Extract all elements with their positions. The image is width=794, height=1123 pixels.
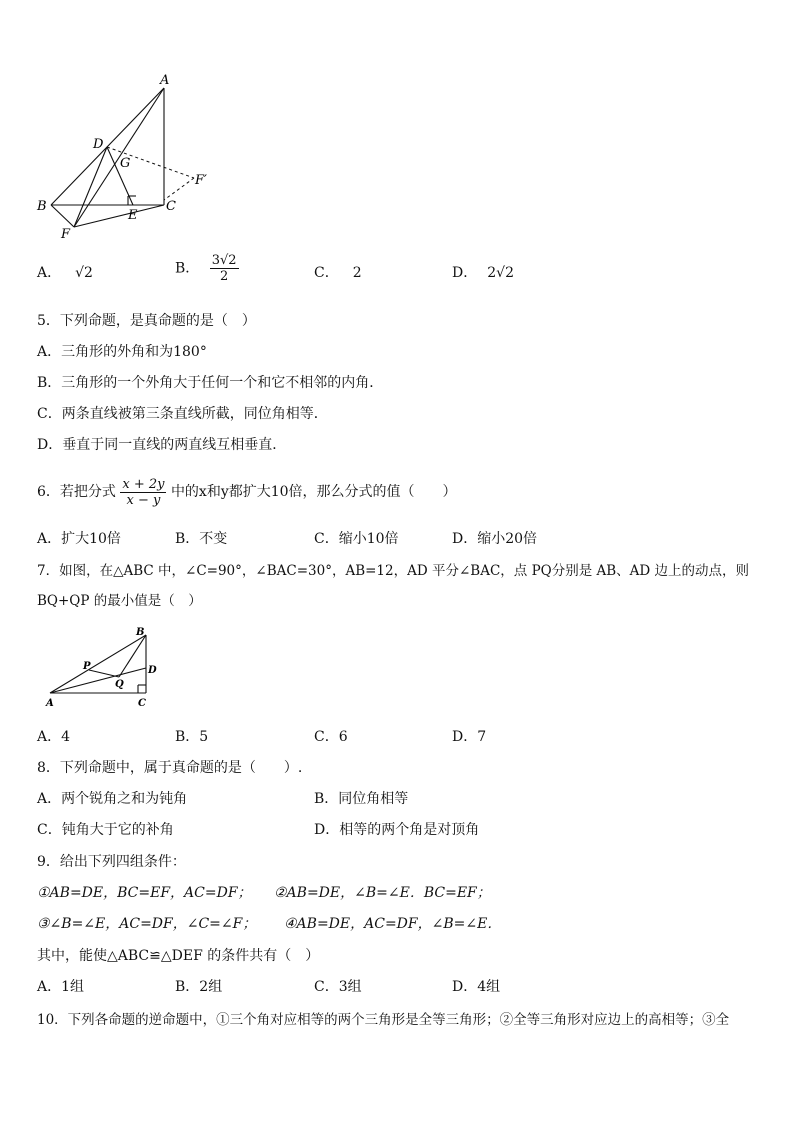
label-f: F bbox=[61, 227, 71, 242]
q8-option-a[interactable]: A．两个锐角之和为钝角 bbox=[37, 791, 188, 807]
q4-option-a[interactable]: A． √2 bbox=[37, 265, 93, 281]
q6-option-c[interactable]: C．缩小10倍 bbox=[314, 531, 399, 547]
q4-option-b[interactable]: B． $\frac{3√2}{2}$ bbox=[175, 253, 237, 284]
q7-stem-line2: BQ+QP 的最小值是（ ） bbox=[37, 593, 202, 609]
q4-option-c[interactable]: C． 2 bbox=[314, 265, 362, 281]
q7-option-d[interactable]: D．7 bbox=[452, 729, 487, 745]
q6-stem: 6．若把分式 $\frac{x + 2y}{x - y}$ 中的x和y都扩大10倍，那么分式的值（ ） bbox=[37, 476, 457, 508]
q9-option-d[interactable]: D．4组 bbox=[452, 979, 501, 995]
label-a: A bbox=[46, 698, 54, 709]
q9-condition-3: ③∠B=∠E，AC=DF，∠C=∠F； bbox=[37, 916, 257, 932]
label-b: B bbox=[136, 627, 145, 638]
q9-stem: 9．给出下列四组条件： bbox=[37, 854, 186, 870]
q7-option-c[interactable]: C．6 bbox=[314, 729, 348, 745]
q9-option-a[interactable]: A．1组 bbox=[37, 979, 85, 995]
q4-option-d[interactable]: D． 2√2 bbox=[452, 265, 514, 281]
label-g: G bbox=[120, 156, 131, 171]
q4-option-b-fraction: $\frac{3√2}{2}$ bbox=[211, 253, 237, 284]
q9-condition-2: ②AB=DE，∠B=∠E．BC=EF； bbox=[274, 885, 491, 901]
label-q: Q bbox=[115, 679, 124, 690]
q7-option-b[interactable]: B．5 bbox=[175, 729, 209, 745]
q5-option-b[interactable]: B．三角形的一个外角大于任何一个和它不相邻的内角． bbox=[37, 375, 384, 391]
q8-option-b[interactable]: B．同位角相等 bbox=[314, 791, 409, 807]
q7-option-a[interactable]: A．4 bbox=[37, 729, 71, 745]
q9-option-c[interactable]: C．3组 bbox=[314, 979, 362, 995]
q5-option-c[interactable]: C．两条直线被第三条直线所截，同位角相等． bbox=[37, 406, 328, 422]
label-b: B bbox=[37, 199, 47, 214]
q6-option-d[interactable]: D．缩小20倍 bbox=[452, 531, 538, 547]
label-c: C bbox=[138, 698, 146, 709]
label-f-prime: F′ bbox=[195, 173, 207, 188]
q10-stem: 10．下列各命题的逆命题中，①三个角对应相等的两个三角形是全等三角形；②全等三角形对应边上的高相等；③全 bbox=[37, 1012, 730, 1028]
geometry-figure-q4 bbox=[30, 70, 220, 245]
q8-stem: 8．下列命题中，属于真命题的是（ ）. bbox=[37, 760, 303, 776]
q5-stem: 5．下列命题，是真命题的是（ ） bbox=[37, 313, 256, 329]
q8-option-c[interactable]: C．钝角大于它的补角 bbox=[37, 822, 174, 838]
geometry-figure-q7 bbox=[42, 622, 162, 712]
label-c: C bbox=[166, 199, 176, 214]
label-p: P bbox=[83, 661, 91, 672]
q9-question: 其中，能使△ABC≌△DEF 的条件共有（ ） bbox=[37, 948, 320, 964]
q5-option-a[interactable]: A．三角形的外角和为180° bbox=[37, 344, 207, 360]
q8-option-d[interactable]: D．相等的两个角是对顶角 bbox=[314, 822, 480, 838]
q6-fraction: $\frac{x + 2y}{x - y}$ bbox=[122, 476, 165, 508]
label-d: D bbox=[148, 665, 157, 676]
q7-stem-line1: 7．如图，在△ABC 中，∠C=90°，∠BAC=30°，AB=12，AD 平分∠BAC，点 PQ分别是 AB、AD 边上的动点，则 bbox=[37, 563, 750, 579]
label-d: D bbox=[93, 137, 104, 152]
q6-option-b[interactable]: B．不变 bbox=[175, 531, 228, 547]
label-e: E bbox=[128, 208, 138, 223]
q9-condition-1: ①AB=DE，BC=EF，AC=DF； bbox=[37, 885, 252, 901]
q9-option-b[interactable]: B．2组 bbox=[175, 979, 223, 995]
label-a: A bbox=[160, 73, 170, 88]
q6-option-a[interactable]: A．扩大10倍 bbox=[37, 531, 121, 547]
q9-condition-4: ④AB=DE，AC=DF，∠B=∠E． bbox=[284, 916, 502, 932]
q5-option-d[interactable]: D．垂直于同一直线的两直线互相垂直． bbox=[37, 437, 287, 453]
